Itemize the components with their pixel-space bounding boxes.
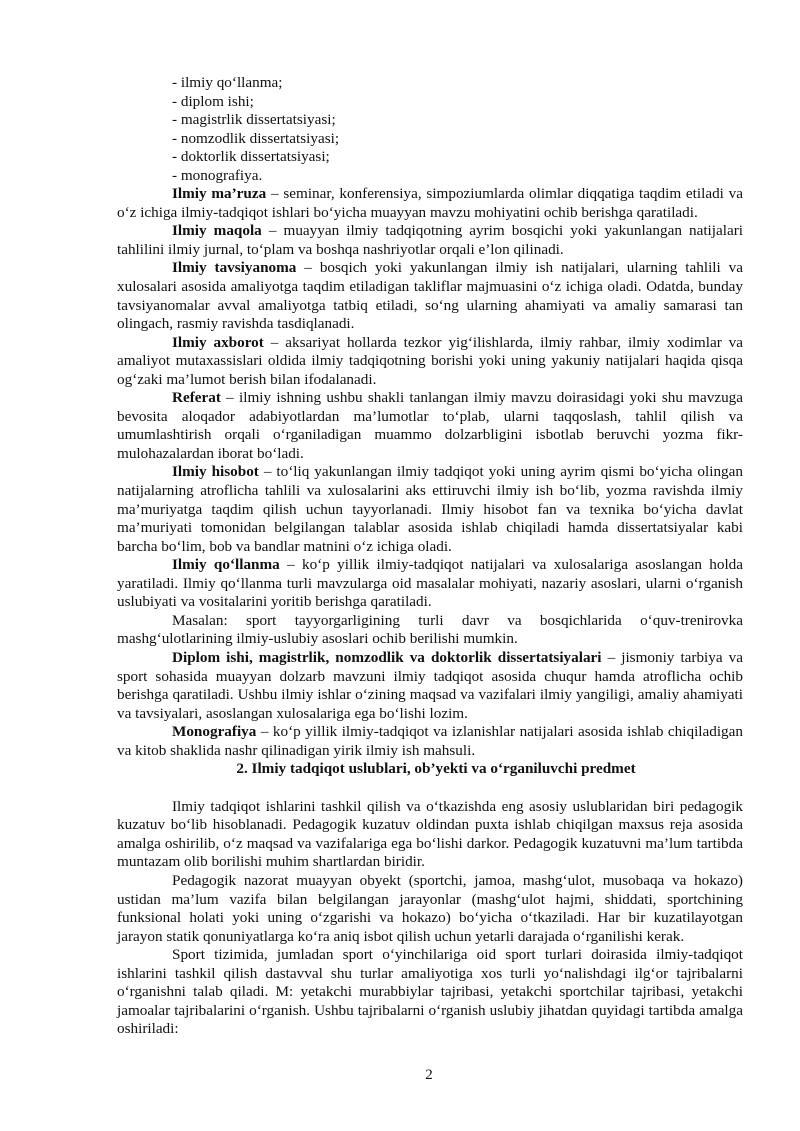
list-item: - magistrlik dissertatsiyasi; [172,111,336,129]
definition-paragraph [117,185,743,222]
definition-term: Ilmiy axborot [172,333,264,351]
definition-term: Ilmiy qo‘llanma [172,556,280,574]
list-item: - ilmiy qo‘llanma; [172,74,283,91]
definition-term: Ilmiy ma’ruza [172,185,267,203]
page-number: 2 [425,1067,433,1083]
list-item: - nomzodlik dissertatsiyasi; [172,129,340,147]
definition-paragraph [117,334,743,390]
definition-paragraph [117,222,743,259]
definition-paragraph [117,723,743,760]
definition-paragraph [117,259,743,333]
definition-text: – aksariyat hollarda tezkor yig‘ilishlarda, ilmiy rahbar, ilmiy xodimlar va amaliyot mutaxassislari oldida ilmiy tadqiqotning borishi yoki uning yakuniy natijalari haqida qisqa og‘zaki ma’lumot berish bilan ifodalanadi. [117,333,743,388]
definition-text: – muayyan ilmiy tadqiqotning ayrim bosqichi yoki yakunlangan natijalari tahlilini ilmiy jurnal, to‘plam va boshqa nashriyotlar orqali e’lon qilinadi. [117,222,743,258]
definition-paragraph [117,649,743,723]
body-paragraph: Pedagogik nazorat muayyan obyekt (sportchi, jamoa, mashg‘ulot, musobaqa va hokazo) ustidan ma’lum vazifa bilan belgilangan jarayonlar (mashg‘ulot hajmi, shiddati, sportchining funksional holati yoki uning o‘zgarishi va hokazo) bo‘yicha o‘tkaziladi. Har bir kuzatilayotgan jarayon statik qonuniyatlarga ko‘ra aniq isbot qilish uchun yetarli darajada o‘rganilishi kerak. [117,871,743,945]
definition-paragraph [117,389,743,463]
definition-term: Ilmiy hisobot [172,463,259,481]
definition-paragraph [117,463,743,556]
list-item: - doktorlik dissertatsiyasi; [172,148,330,166]
definition-text: – ko‘p yillik ilmiy-tadqiqot natijalari va xulosalariga asoslangan holda yaratiladi. Ilmiy qo‘llanma turli mavzularga oid masalalar mohiyati, nazariy asoslari, ularni o‘rganish uslubiyati va vositalarini yoritib berishga qaratiladi. [117,556,743,611]
definition-term: Monografiya [172,723,257,741]
body-paragraph: Ilmiy tadqiqot ishlarini tashkil qilish va o‘tkazishda eng asosiy uslublaridan biri pedagogik kuzatuv bo‘lib hisoblanadi. Pedagogik kuzatuv oldindan puxta ishlab chiqilgan maxsus reja asosida amalga oshirilib, o‘z maqsad va vazifalariga ega bo‘lishi darkor. Pedagogik kuzatuvni ma’lum tartibda muntazam olib borilishi muhim shartlardan biridir. [117,797,743,871]
example-paragraph [117,612,743,649]
definition-text: – seminar, konferensiya, simpoziumlarda olimlar diqqatiga taqdim etiladi va o‘z ichiga ilmiy-tadqiqot ishlari bo‘yicha muayyan mavzu mohiyatini ochib berishga qaratiladi. [117,185,743,221]
definition-text: – ilmiy ishning ushbu shakli tanlangan ilmiy mavzu doirasidagi yoki shu mavzuga bevosita aloqador adabiyotlardan ma’lumotlar to‘plab, ularni taqqoslash, tahlil qilish va umumlashtirish orqali o‘rganiladigan muammo dolzarbligini isbotlab beruvchi yozma fikr-mulohazalardan iborat bo‘ladi. [117,389,743,462]
list-item: - monografiya. [172,166,263,184]
definition-term: Diplom ishi, magistrlik, nomzodlik va doktorlik dissertatsiyalari [172,648,602,666]
definition-term: Ilmiy tavsiyanoma [172,259,297,277]
body-paragraph: Sport tizimida, jumladan sport o‘yinchilariga oid sport turlari doirasida ilmiy-tadqiqot ishlarini tashkil qilish dastavval shu turlar amaliyotiga xos turli yo‘nalishdagi ilg‘or tajribalarni o‘rganishni talab qiladi. M: yetakchi murabbiylar tajribasi, yetakchi sportchilar tajribasi, yetakchi jamoalar tajribalarini o‘rganish. Ushbu tajribalarni o‘rganish uslubiy jihatdan quyidagi tartibda amalga oshiriladi: [117,946,743,1038]
definition-text: – ko‘p yillik ilmiy-tadqiqot va izlanishlar natijalari asosida ishlab chiqiladigan va kitob shaklida nashr qilinadigan yirik ilmiy ish mahsuli. [117,723,743,759]
definition-text: – bosqich yoki yakunlangan ilmiy ish natijalari, ularning tahlili va xulosalari asosida amaliyotga taqdim etiladigan takliflar majmuasini o‘z ichiga oladi. Odatda, bunday tavsiyanomalar avval amaliyotga tatbiq etiladi, so‘ng ularning ahamiyati va amaliy samarasi tan olingach, rasmiy ravishda tasdiqlanadi. [117,259,743,333]
definition-paragraph [117,556,743,612]
definition-text: Masalan: sport tayyorgarligining turli davr va bosqichlarida o‘quv-trenirovka mashg‘ulotlarining ilmiy-uslubiy asoslari ochib berilishi mumkin. [117,611,743,648]
list-item: - diplom ishi; [172,92,254,110]
publication-types-list [117,74,743,185]
definition-term: Ilmiy maqola [172,222,262,240]
definition-text: – jismoniy tarbiya va sport sohasida muayyan dolzarb mavzuni ilmiy tadqiqot asosida chuqur hamda atroflicha ochib berishga qaratiladi. Ushbu ilmiy ishlar o‘zining maqsad va vazifalari ilmiy yangiligi, amaliy ahamiyati va tavsiyalari, asoslangan xulosalariga ega bo‘lishi lozim. [117,648,743,722]
definition-term: Referat [172,389,221,407]
definition-text: – to‘liq yakunlangan ilmiy tadqiqot yoki uning ayrim qismi bo‘yicha olingan natijalarning atroflicha tahlili va xulosalarini aks ettiruvchi ilmiy ish bo‘lib, yozma ravishda ilmiy ma’muriyatga taqdim qilish uchun tayyorlanadi. Ilmiy hisobot fan va texnika bo‘yicha davlat ma’muriyati tomonidan belgilangan talablar asosida ishlab chiqiladi hamda dissertatsiyalar kabi barcha bo‘lim, bob va bandlar matnini o‘z ichiga oladi. [117,463,743,555]
section-heading: 2. Ilmiy tadqiqot uslublari, ob’yekti va o‘rganiluvchi predmet [236,760,636,778]
